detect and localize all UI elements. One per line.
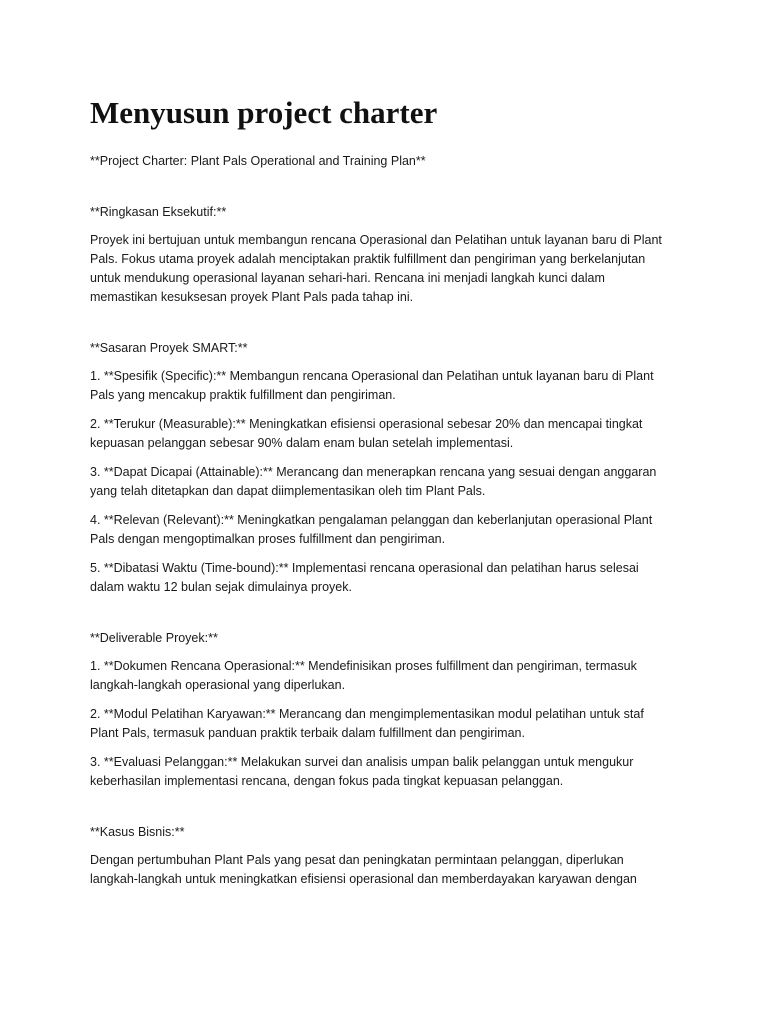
section-executive-summary: [90, 203, 675, 307]
section-heading: **Sasaran Proyek SMART:**: [90, 341, 248, 355]
document-title: Menyusun project charter: [90, 95, 438, 130]
section-heading: **Deliverable Proyek:**: [90, 631, 218, 645]
section-deliverables: [90, 629, 675, 791]
section-heading: **Kasus Bisnis:**: [90, 825, 185, 839]
list-item: 5. **Dibatasi Waktu (Time-bound):** Implementasi rencana operasional dan pelatihan harus selesai dalam waktu 12 bulan sejak dimulainya proyek.: [90, 561, 639, 594]
deliverables-list: [90, 657, 675, 791]
document-subtitle: **Project Charter: Plant Pals Operational and Training Plan**: [90, 154, 426, 168]
list-item: 4. **Relevan (Relevant):** Meningkatkan pengalaman pelanggan dan keberlanjutan operasional Plant Pals dengan mengoptimalkan proses fulfillment dan pengiriman.: [90, 513, 653, 546]
list-item: 1. **Dokumen Rencana Operasional:** Mendefinisikan proses fulfillment dan pengiriman, termasuk langkah-langkah operasional yang diperlukan.: [90, 659, 637, 692]
smart-goals-list: [90, 367, 675, 597]
section-paragraph: Dengan pertumbuhan Plant Pals yang pesat dan peningkatan permintaan pelanggan, diperlukan langkah-langkah untuk meningkatkan efisiensi operasional dan memberdayakan karyawan dengan: [90, 853, 637, 886]
section-paragraph: Proyek ini bertujuan untuk membangun rencana Operasional dan Pelatihan untuk layanan baru di Plant Pals. Fokus utama proyek adalah menciptakan praktik fulfillment dan pengiriman yang berkelanjutan untuk mendukung operasional layanan sehari-hari. Rencana ini menjadi langkah kunci dalam memastikan kesuksesan proyek Plant Pals pada tahap ini.: [90, 233, 662, 304]
section-heading: **Ringkasan Eksekutif:**: [90, 205, 227, 219]
list-item: 1. **Spesifik (Specific):** Membangun rencana Operasional dan Pelatihan untuk layanan baru di Plant Pals yang mencakup praktik fulfillment dan pengiriman.: [90, 369, 654, 402]
document-page: [90, 0, 675, 889]
list-item: 3. **Dapat Dicapai (Attainable):** Merancang dan menerapkan rencana yang sesuai dengan anggaran yang telah ditetapkan dan dapat diimplementasikan oleh tim Plant Pals.: [90, 465, 657, 498]
list-item: 2. **Terukur (Measurable):** Meningkatkan efisiensi operasional sebesar 20% dan mencapai tingkat kepuasan pelanggan sebesar 90% dalam enam bulan setelah implementasi.: [90, 417, 643, 450]
list-item: 2. **Modul Pelatihan Karyawan:** Merancang dan mengimplementasikan modul pelatihan untuk staf Plant Pals, termasuk panduan praktik terbaik dalam fulfillment dan pengiriman.: [90, 707, 644, 740]
section-smart-goals: [90, 339, 675, 597]
list-item: 3. **Evaluasi Pelanggan:** Melakukan survei dan analisis umpan balik pelanggan untuk mengukur keberhasilan implementasi rencana, dengan fokus pada tingkat kepuasan pelanggan.: [90, 755, 634, 788]
section-business-case: [90, 823, 675, 889]
